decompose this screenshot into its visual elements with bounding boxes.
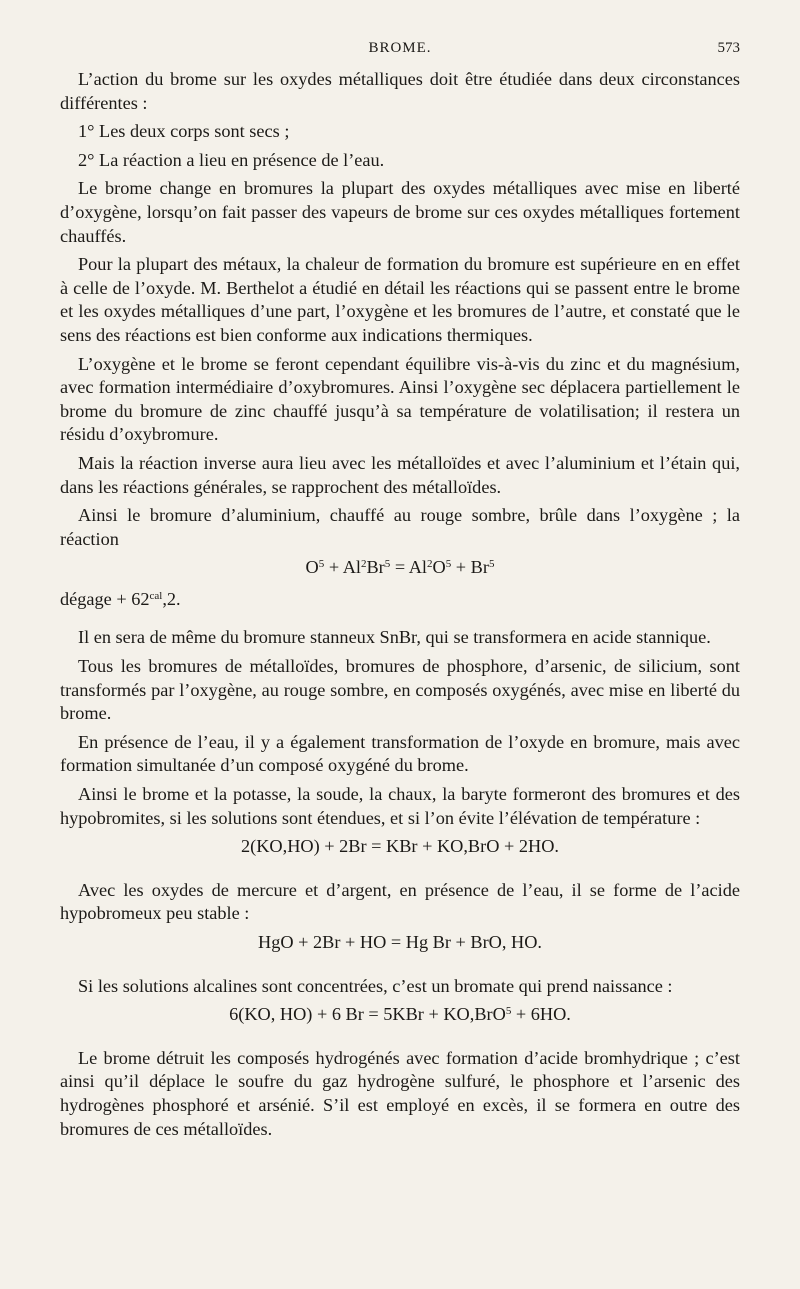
paragraph: Le brome change en bromures la plupart des oxydes métalliques avec mise en liberté d’oxygène, lorsqu’on fait passer des vapeurs de brome sur ces oxydes métalliques fortement chauffés. <box>60 178 740 246</box>
chemical-equation: HgO + 2Br + HO = Hg Br + BrO, HO. <box>258 932 542 952</box>
paragraph: L’action du brome sur les oxydes métalliques doit être étudiée dans deux circonstances différentes : <box>60 69 740 113</box>
running-title: BROME. <box>368 40 432 56</box>
chemical-equation: 6(KO, HO) + 6 Br = 5KBr + KO,BrO$^5$ + 6HO. <box>229 1004 571 1025</box>
paragraph: En présence de l’eau, il y a également transformation de l’oxyde en bromure, mais avec formation simultanée d’un composé oxygéné du brome. <box>60 731 740 776</box>
paragraph: Pour la plupart des métaux, la chaleur de formation du bromure est supérieure en en effet à celle de l’oxyde. M. Berthelot a étudié en détail les réactions qui se passent entre le brome et les oxydes métalliques d’une part, l’oxygène et les bromures de l’autre, et constaté que le sens des réactions est bien conforme aux indications thermiques. <box>60 254 740 345</box>
paragraph: Si les solutions alcalines sont concentrées, c’est un bromate qui prend naissance : <box>78 975 673 996</box>
list-item: 2° La réaction a lieu en présence de l’eau. <box>78 149 385 170</box>
paragraph: Le brome détruit les composés hydrogénés avec formation d’acide bromhydrique ; c’est ainsi qu’il déplace le soufre du gaz hydrogène sulfuré, le phosphore et l’arsenic des hydrogènes phosphoré et arsénié. S’il est employé en excès, il se formera en outre des bromures de ces métalloïdes. <box>60 1047 740 1139</box>
chemical-equation: $O^5 + Al^2Br^5 = Al^2O^5 + Br^5$ <box>305 557 495 578</box>
paragraph: dégage + $62^{cal},2$. <box>60 588 181 609</box>
chemical-equation: 2(KO,HO) + 2Br = KBr + KO,BrO + 2HO. <box>241 836 559 857</box>
paragraph: L’oxygène et le brome se feront cependant équilibre vis-à-vis du zinc et du magnésium, avec formation intermédiaire d’oxybromures. Ainsi l’oxygène sec déplacera partiellement le brome du bromure de zinc chauffé jusqu’à sa température de volatilisation; il restera un résidu d’oxybromure. <box>60 353 740 445</box>
paragraph: Il en sera de même du bromure stanneux SnBr, qui se transformera en acide stannique. <box>78 627 711 648</box>
paragraph: Avec les oxydes de mercure et d’argent, en présence de l’eau, il se forme de l’acide hypobromeux peu stable : <box>60 879 740 924</box>
paragraph: Ainsi le bromure d’aluminium, chauffé au rouge sombre, brûle dans l’oxygène ; la réaction <box>60 505 740 549</box>
paragraph: Tous les bromures de métalloïdes, bromures de phosphore, d’arsenic, de silicium, sont transformés par l’oxygène, au rouge sombre, en composés oxygénés, avec mise en liberté du brome. <box>60 656 740 724</box>
paragraph: Ainsi le brome et la potasse, la soude, la chaux, la baryte formeront des bromures et des hypobromites, si les solutions sont étendues, et si l’on évite l’élévation de température : <box>60 784 740 828</box>
paragraph: Mais la réaction inverse aura lieu avec les métalloïdes et avec l’aluminium et l’étain qui, dans les réactions générales, se rapprochent des métalloïdes. <box>60 452 740 497</box>
page-header <box>60 40 740 64</box>
list-item: 1° Les deux corps sont secs ; <box>78 121 290 142</box>
page-number: 573 <box>717 40 740 56</box>
page-body <box>60 68 740 1146</box>
